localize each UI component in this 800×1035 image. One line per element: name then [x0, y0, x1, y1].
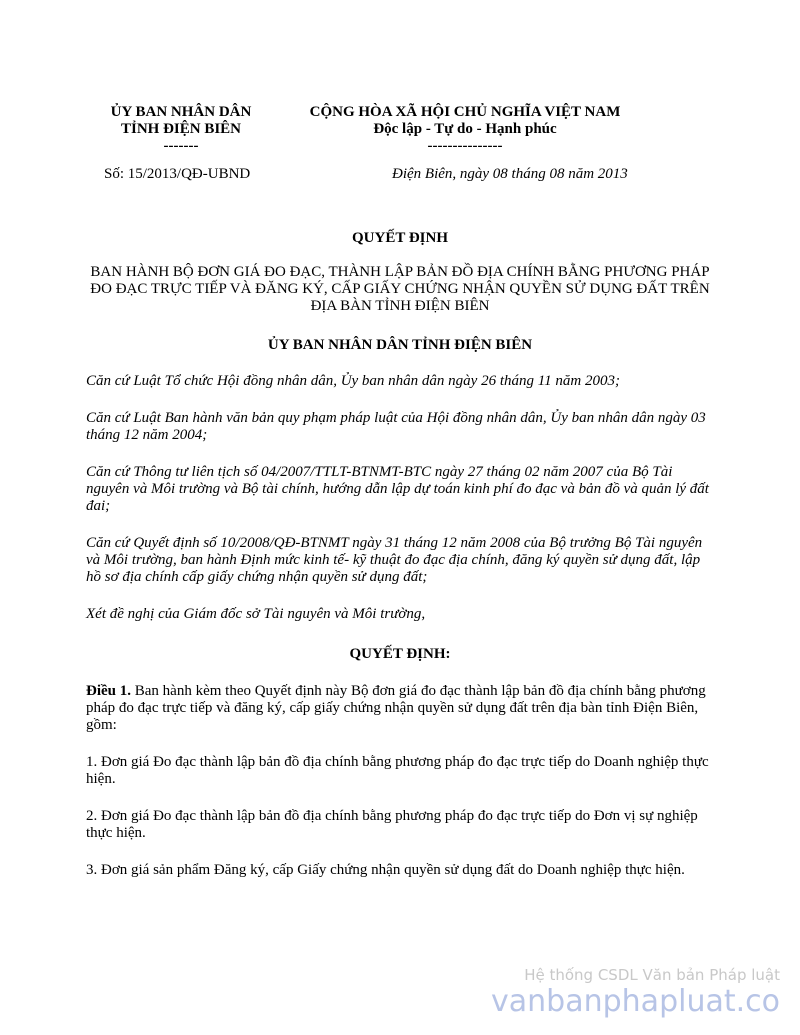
preamble-paragraph-1: Căn cứ Luật Tổ chức Hội đồng nhân dân, Ủy ban nhân dân ngày 26 tháng 11 năm 2003;: [86, 373, 620, 389]
article-1-item-1: 1. Đơn giá Đo đạc thành lập bản đồ địa chính bằng phương pháp đo đạc trực tiếp do Doanh nghiệp thực hiện.: [86, 754, 709, 787]
article-1-item-3: 3. Đơn giá sản phẩm Đăng ký, cấp Giấy chứng nhận quyền sử dụng đất do Doanh nghiệp thực hiện.: [86, 862, 685, 878]
article-1-text: Ban hành kèm theo Quyết định này Bộ đơn giá đo đạc thành lập bản đồ địa chính bằng phương pháp đo đạc trực tiếp và đăng ký, cấp giấy chứng nhận quyền sử dụng đất trên địa bàn tỉnh Điện Biên, gồm:: [86, 683, 706, 733]
preamble-paragraph-5: Xét đề nghị của Giám đốc sở Tài nguyên và Môi trường,: [86, 606, 426, 622]
issuer-line1: ỦY BAN NHÂN DÂN: [110, 104, 252, 120]
preamble-paragraph-4: Căn cứ Quyết định số 10/2008/QĐ-BTNMT ngày 31 tháng 12 năm 2008 của Bộ trưởng Bộ Tài nguyên và Môi trường, ban hành Định mức kinh tế- kỹ thuật đo đạc địa chính, đăng ký quyền sử dụng đất, lập hồ sơ địa chính cấp giấy chứng nhận quyền sử dụng đất;: [86, 535, 703, 585]
article-1: [86, 683, 714, 734]
document-type-title: QUYẾT ĐỊNH: [352, 230, 448, 246]
article-1-item-2: 2. Đơn giá Đo đạc thành lập bản đồ địa chính bằng phương pháp đo đạc trực tiếp do Đơn vị sự nghiệp thực hiện.: [86, 808, 698, 841]
motto: Độc lập - Tự do - Hạnh phúc: [373, 121, 557, 137]
national-motto-block: [285, 104, 645, 155]
issuer-block: [86, 104, 276, 155]
document-date: Điện Biên, ngày 08 tháng 08 năm 2013: [392, 166, 628, 182]
issuing-authority: ỦY BAN NHÂN DÂN TỈNH ĐIỆN BIÊN: [267, 337, 533, 353]
document-subject: BAN HÀNH BỘ ĐƠN GIÁ ĐO ĐẠC, THÀNH LẬP BẢN ĐỒ ĐỊA CHÍNH BẰNG PHƯƠNG PHÁP ĐO ĐẠC TRỰC TIẾP VÀ ĐĂNG KÝ, CẤP GIẤY CHỨNG NHẬN QUYỀN SỬ DỤNG ĐẤT TRÊN ĐỊA BÀN TỈNH ĐIỆN BIÊN: [90, 264, 710, 314]
issuer-divider: -------: [163, 138, 199, 154]
watermark-caption: Hệ thống CSDL Văn bản Pháp luật: [524, 966, 780, 984]
preamble-paragraph-3: Căn cứ Thông tư liên tịch số 04/2007/TTLT-BTNMT-BTC ngày 27 tháng 02 năm 2007 của Bộ Tài nguyên và Môi trường và Bộ tài chính, hướng dẫn lập dự toán kinh phí đo đạc và bản đồ và quản lý đất đai;: [86, 464, 709, 514]
document-number: Số: 15/2013/QĐ-UBND: [104, 166, 251, 182]
watermark-site: vanbanphapluat.co: [491, 984, 780, 1019]
decision-heading: QUYẾT ĐỊNH:: [349, 646, 451, 662]
preamble-paragraph-2: Căn cứ Luật Ban hành văn bản quy phạm pháp luật của Hội đồng nhân dân, Ủy ban nhân dân ngày 03 tháng 12 năm 2004;: [86, 410, 706, 443]
motto-divider: ---------------: [427, 138, 503, 154]
issuer-line2: TỈNH ĐIỆN BIÊN: [120, 121, 242, 137]
country-name: CỘNG HÒA XÃ HỘI CHỦ NGHĨA VIỆT NAM: [309, 104, 621, 120]
article-1-label: Điều 1.: [86, 683, 131, 699]
